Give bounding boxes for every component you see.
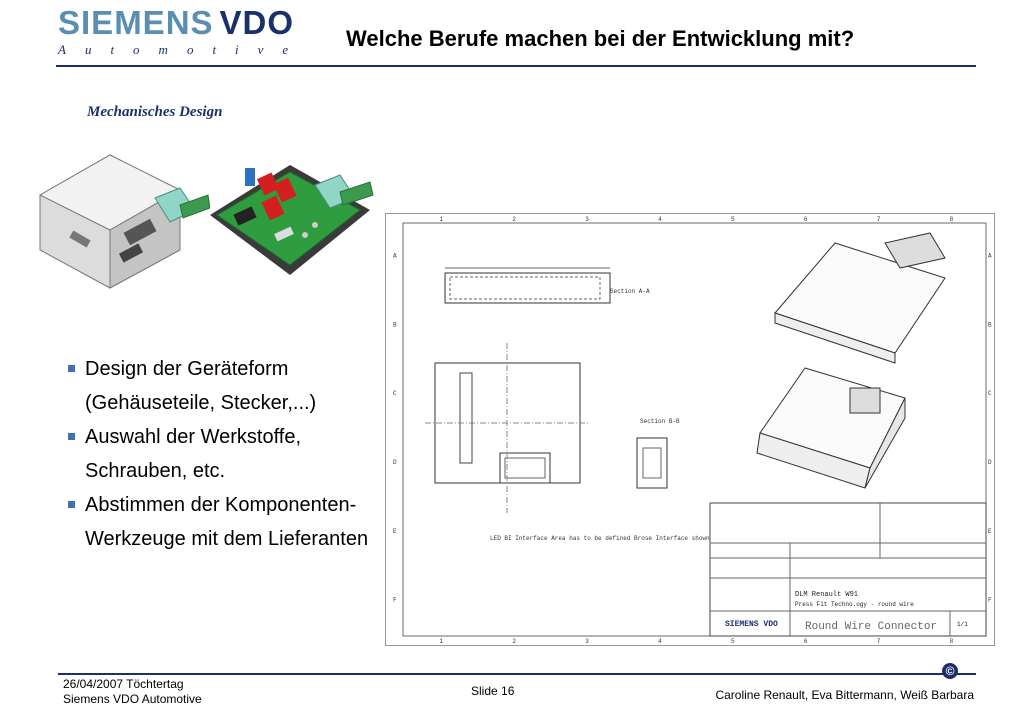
copyright-icon: © xyxy=(942,663,958,679)
drawing-col-label: 2 xyxy=(512,216,516,223)
bullet-item: Abstimmen der Komponenten-Werkzeuge mit dem Lieferanten xyxy=(68,488,378,556)
technical-drawing xyxy=(385,213,995,646)
footer-rule xyxy=(58,673,976,675)
drawing-row-label: D xyxy=(393,458,397,466)
drawing-col-label: 8 xyxy=(949,216,954,223)
drawing-row-label: B xyxy=(393,321,397,329)
title-block-project: DLM Renault W91 xyxy=(795,591,859,599)
drawing-col-label: 1 xyxy=(439,638,444,645)
section-bb-label: Section B-B xyxy=(640,418,680,425)
header-rule xyxy=(56,65,976,67)
interface-note: LED BI Interface Area has to be defined Brose Interface shown xyxy=(490,535,710,542)
bullet-marker xyxy=(68,501,75,508)
logo-vdo: VDO xyxy=(219,4,295,41)
slide-title: Welche Berufe machen bei der Entwicklung mit? xyxy=(346,26,855,51)
title-block-logo: SIEMENS VDO xyxy=(725,620,778,629)
footer-date: 26/04/2007 Töchtertag xyxy=(63,677,184,691)
footer-left xyxy=(63,677,202,707)
drawing-col-label: 6 xyxy=(803,638,808,645)
sheet-number: 1/1 xyxy=(957,621,968,628)
title-block-desc: Press Fit Techno.ogy - round wire xyxy=(795,601,914,608)
drawing-col-label: 7 xyxy=(876,216,881,223)
drawing-row-label: C xyxy=(393,390,397,398)
title-block-name: Round Wire Connector xyxy=(805,621,938,633)
drawing-col-label: 5 xyxy=(730,216,735,223)
bullet-list xyxy=(68,352,378,556)
drawing-row-label: F xyxy=(988,596,992,604)
drawing-row-label: C xyxy=(988,390,992,398)
drawing-row-label: E xyxy=(393,527,397,535)
drawing-col-label: 3 xyxy=(585,216,589,223)
bullet-item: Design der Geräteform (Gehäuseteile, Stecker,...) xyxy=(68,352,378,420)
pcb-render-image xyxy=(205,140,385,290)
drawing-col-label: 2 xyxy=(512,638,516,645)
drawing-col-label: 4 xyxy=(658,216,662,223)
bullet-marker xyxy=(68,365,75,372)
footer-company: Siemens VDO Automotive xyxy=(63,692,202,706)
drawing-col-label: 7 xyxy=(876,638,881,645)
drawing-row-label: E xyxy=(988,527,992,535)
drawing-col-label: 8 xyxy=(949,638,954,645)
housing-closed-image xyxy=(30,140,210,290)
drawing-col-label: 6 xyxy=(803,216,808,223)
drawing-col-label: 1 xyxy=(439,216,444,223)
section-aa-label: Section A-A xyxy=(610,288,650,295)
drawing-row-label: D xyxy=(988,458,992,466)
drawing-col-label: 5 xyxy=(730,638,735,645)
slide-number: Slide 16 xyxy=(471,684,515,698)
drawing-row-label: A xyxy=(393,252,397,260)
logo-automotive: Automotive xyxy=(58,42,308,57)
drawing-row-label: A xyxy=(988,252,992,260)
drawing-col-label: 4 xyxy=(658,638,662,645)
footer-authors: Caroline Renault, Eva Bittermann, Weiß Barbara xyxy=(715,688,974,702)
drawing-col-label: 3 xyxy=(585,638,589,645)
bullet-item: Auswahl der Werkstoffe, Schrauben, etc. xyxy=(68,420,378,488)
logo-siemens: SIEMENS xyxy=(58,4,214,41)
section-heading: Mechanisches Design xyxy=(87,104,223,120)
drawing-row-label: B xyxy=(988,321,992,329)
bullet-marker xyxy=(68,433,75,440)
drawing-row-label: F xyxy=(393,596,397,604)
siemens-vdo-logo xyxy=(58,6,308,58)
